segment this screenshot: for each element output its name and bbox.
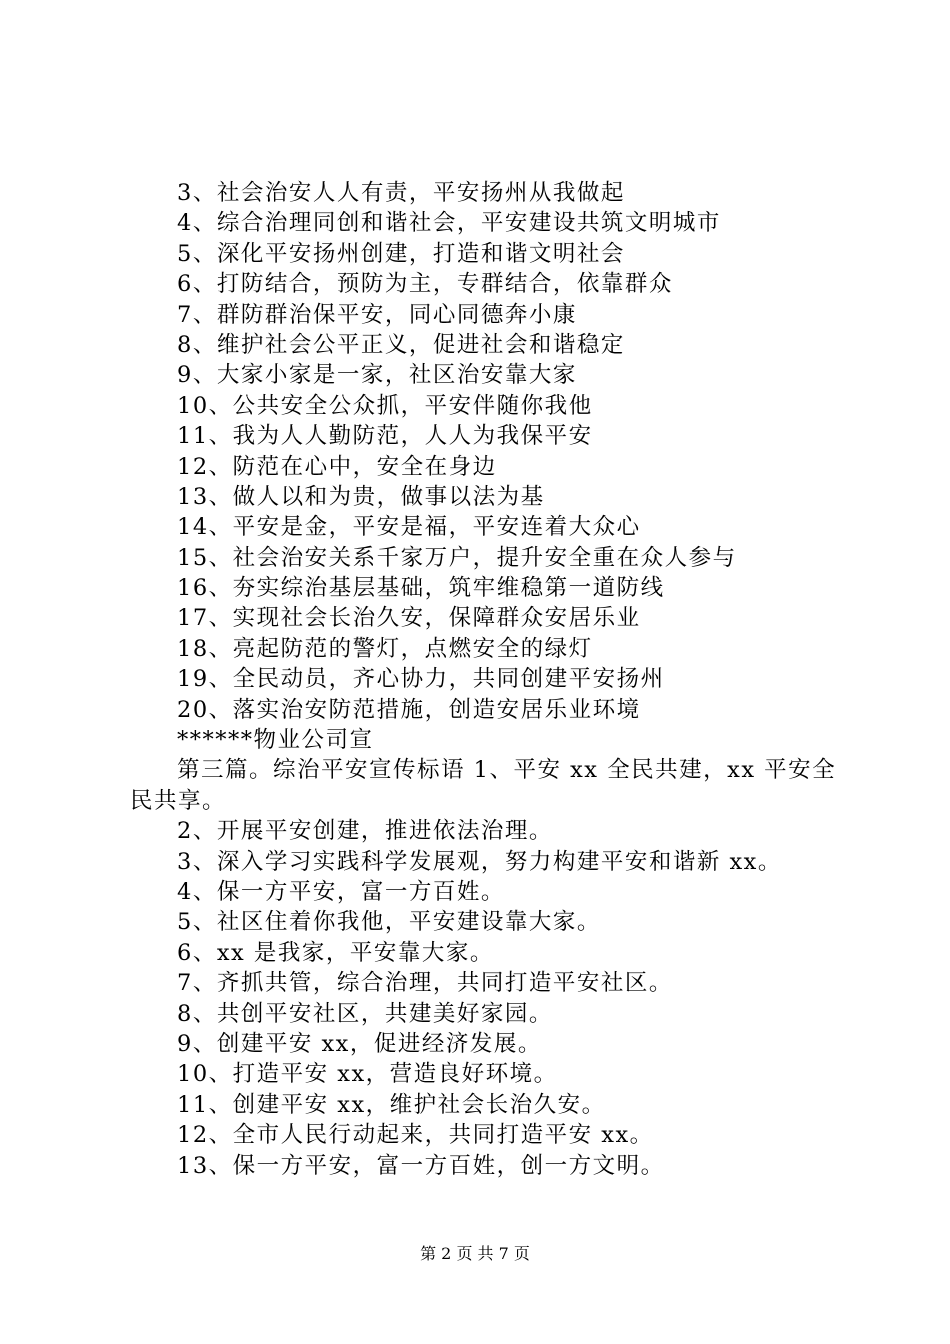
slogan-line: 19、全民动员，齐心协力，共同创建平安扬州 [177, 666, 665, 693]
page-footer: 第 2 页 共 7 页 [420, 1244, 530, 1263]
slogan-line: 13、做人以和为贵，做事以法为基 [177, 483, 545, 510]
slogan-line: 16、夯实综治基层基础，筑牢维稳第一道防线 [177, 575, 665, 602]
slogan-line: 9、大家小家是一家，社区治安靠大家 [177, 362, 577, 389]
slogan-line: 17、实现社会长治久安，保障群众安居乐业 [177, 605, 641, 632]
company-line: ******物业公司宣 [177, 727, 374, 754]
slogan-line: 10、公共安全公众抓，平安伴随你我他 [177, 392, 593, 419]
slogan-line: 10、打造平安 xx，营造良好环境。 [177, 1061, 558, 1088]
slogan-line: 4、综合治理同创和谐社会，平安建设共筑文明城市 [177, 210, 721, 237]
slogan-line: 8、共创平安社区，共建美好家园。 [177, 1000, 553, 1027]
slogan-line: 13、保一方平安，富一方百姓，创一方文明。 [177, 1152, 665, 1179]
section-heading: 第三篇。综治平安宣传标语 1、平安 xx 全民共建，xx 平安全民共享。 [130, 757, 837, 814]
document-body [130, 178, 840, 1181]
slogan-line: 12、全市人民行动起来，共同打造平安 xx。 [177, 1122, 654, 1149]
slogan-line: 11、创建平安 xx，维护社会长治久安。 [177, 1091, 606, 1118]
slogan-line: 15、社会治安关系千家万户，提升安全重在众人参与 [177, 544, 737, 571]
slogan-line: 3、深入学习实践科学发展观，努力构建平安和谐新 xx。 [177, 848, 782, 875]
slogan-line: 7、齐抓共管，综合治理，共同打造平安社区。 [177, 970, 673, 997]
slogan-line: 5、深化平安扬州创建，打造和谐文明社会 [177, 240, 625, 267]
slogan-line: 8、维护社会公平正义，促进社会和谐稳定 [177, 331, 625, 358]
slogan-line: 5、社区住着你我他，平安建设靠大家。 [177, 909, 601, 936]
slogan-line: 9、创建平安 xx，促进经济发展。 [177, 1030, 542, 1057]
slogan-line: 3、社会治安人人有责，平安扬州从我做起 [177, 180, 625, 206]
slogan-line: 6、打防结合，预防为主，专群结合，依靠群众 [177, 271, 673, 298]
slogan-line: 6、xx 是我家，平安靠大家。 [177, 939, 494, 966]
slogan-line: 7、群防群治保平安，同心同德奔小康 [177, 301, 577, 328]
slogan-line: 14、平安是金，平安是福，平安连着大众心 [177, 514, 641, 541]
slogan-line: 18、亮起防范的警灯，点燃安全的绿灯 [177, 635, 593, 662]
slogan-line: 20、落实治安防范措施，创造安居乐业环境 [177, 696, 641, 723]
slogan-line: 11、我为人人勤防范，人人为我保平安 [177, 423, 593, 450]
slogan-line: 2、开展平安创建，推进依法治理。 [177, 818, 553, 845]
slogan-line: 12、防范在心中，安全在身边 [177, 453, 497, 480]
slogan-line: 4、保一方平安，富一方百姓。 [177, 879, 505, 906]
